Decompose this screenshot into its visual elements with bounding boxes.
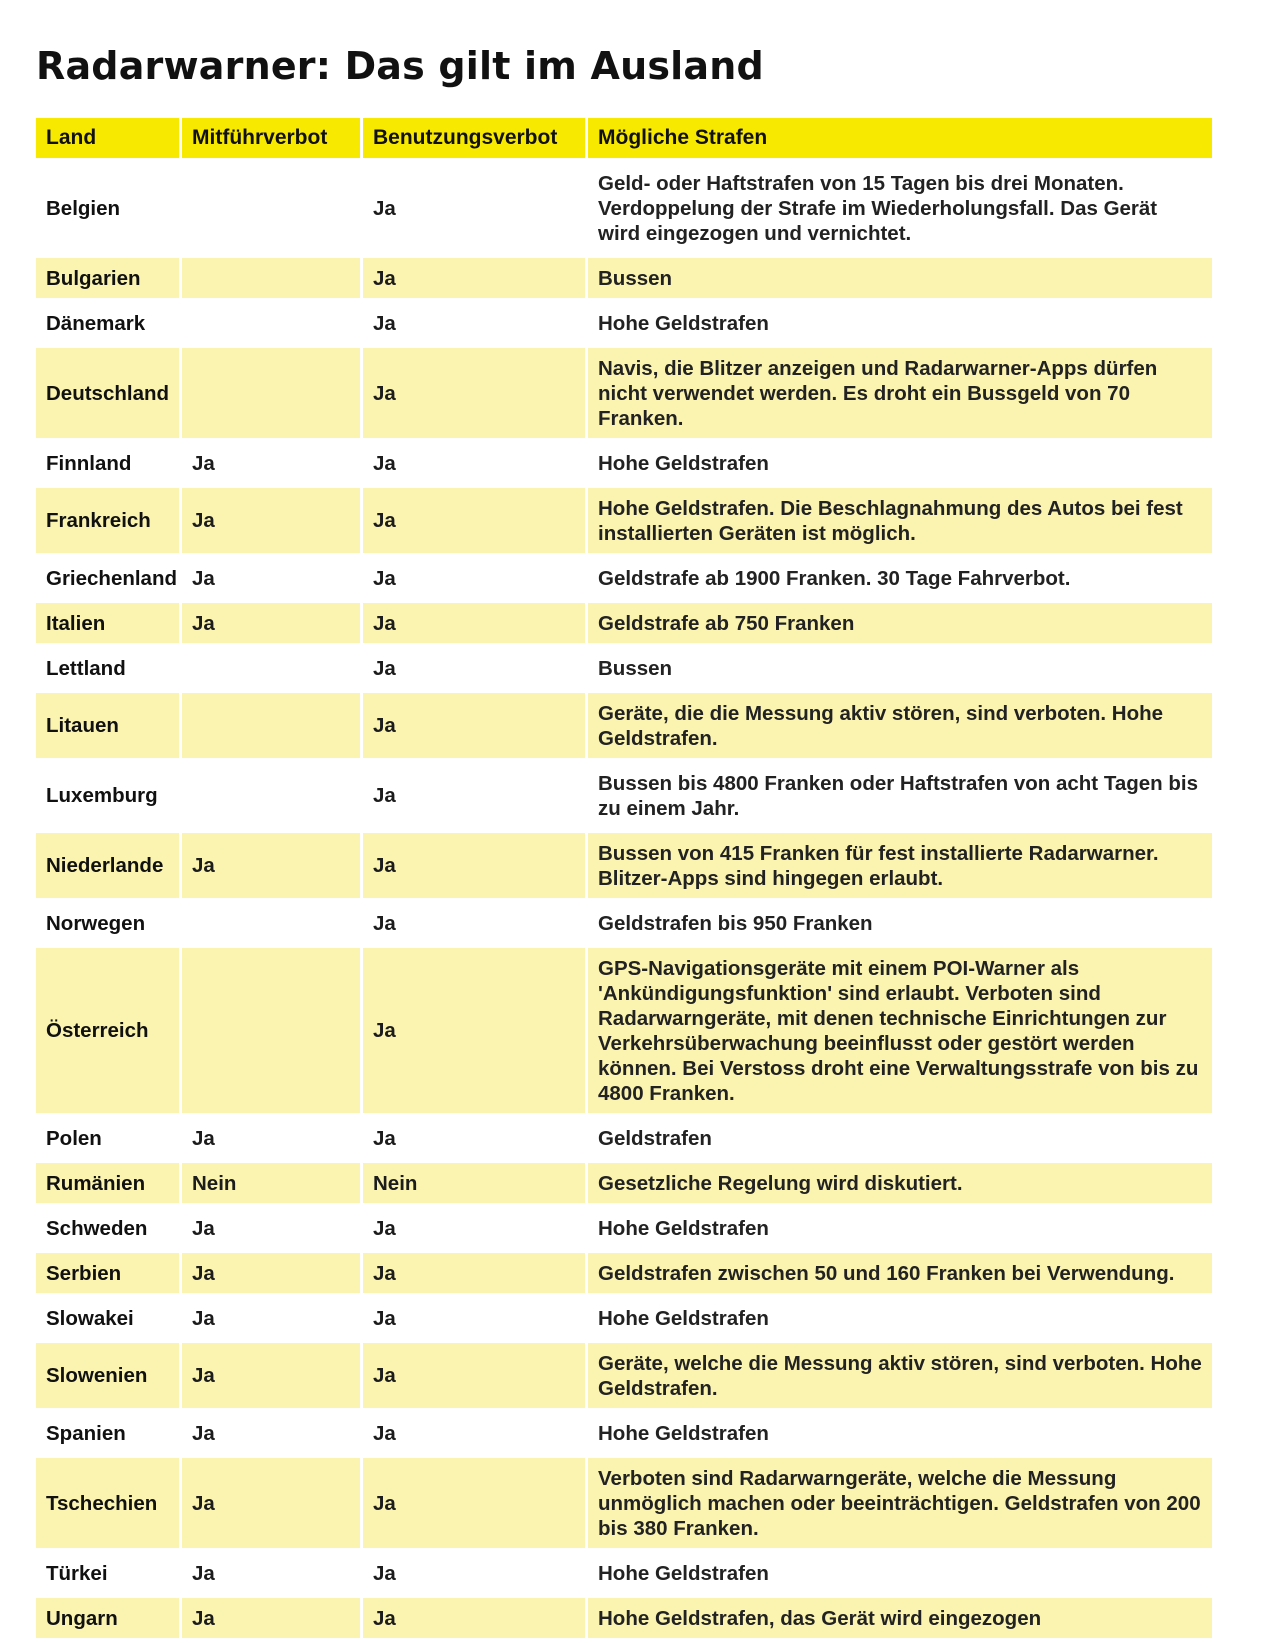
cell-strafen: Geldstrafe ab 750 Franken [588,603,1212,643]
cell-mitfuehrverbot: Ja [182,1253,360,1293]
cell-land: Norwegen [36,903,179,943]
table-row [36,1298,1212,1338]
table-row [36,1118,1212,1158]
column-header-strafen: Mögliche Strafen [588,118,1212,158]
cell-land: Türkei [36,1553,179,1593]
cell-benutzungsverbot: Ja [363,488,585,553]
cell-strafen: Geldstrafen [588,1118,1212,1158]
cell-land: Belgien [36,163,179,253]
column-header-mitfuehrverbot: Mitführverbot [182,118,360,158]
cell-mitfuehrverbot [182,903,360,943]
table-row [36,348,1212,438]
table-row [36,1253,1212,1293]
table-row [36,558,1212,598]
cell-benutzungsverbot: Ja [363,1458,585,1548]
cell-strafen: Geldstrafe ab 1900 Franken. 30 Tage Fahrverbot. [588,558,1212,598]
cell-mitfuehrverbot [182,948,360,1113]
cell-benutzungsverbot: Ja [363,303,585,343]
cell-benutzungsverbot: Ja [363,163,585,253]
cell-benutzungsverbot: Nein [363,1163,585,1203]
cell-land: Deutschland [36,348,179,438]
cell-mitfuehrverbot: Ja [182,558,360,598]
cell-mitfuehrverbot [182,303,360,343]
cell-land: Ungarn [36,1598,179,1638]
table-row [36,1598,1212,1638]
cell-mitfuehrverbot: Ja [182,1343,360,1408]
cell-mitfuehrverbot: Ja [182,1118,360,1158]
cell-land: Finnland [36,443,179,483]
cell-land: Bulgarien [36,258,179,298]
table-row [36,1343,1212,1408]
cell-strafen: Hohe Geldstrafen [588,1208,1212,1248]
cell-strafen: Hohe Geldstrafen, das Gerät wird eingezogen [588,1598,1212,1638]
table-row [36,488,1212,553]
table-row [36,1553,1212,1593]
table-row [36,443,1212,483]
cell-land: Dänemark [36,303,179,343]
cell-land: Slowenien [36,1343,179,1408]
cell-mitfuehrverbot: Ja [182,833,360,898]
table-row [36,303,1212,343]
cell-mitfuehrverbot: Ja [182,1458,360,1548]
cell-mitfuehrverbot: Ja [182,1598,360,1638]
cell-land: Serbien [36,1253,179,1293]
table-row [36,603,1212,643]
table-row [36,1163,1212,1203]
cell-strafen: Verboten sind Radarwarngeräte, welche die Messung unmöglich machen oder beeinträchtigen. Geldstrafen von 200 bis 380 Franken. [588,1458,1212,1548]
cell-benutzungsverbot: Ja [363,1598,585,1638]
cell-land: Griechenland [36,558,179,598]
cell-mitfuehrverbot: Nein [182,1163,360,1203]
cell-benutzungsverbot: Ja [363,833,585,898]
cell-land: Rumänien [36,1163,179,1203]
cell-land: Schweden [36,1208,179,1248]
cell-mitfuehrverbot: Ja [182,488,360,553]
table-row [36,1413,1212,1453]
cell-mitfuehrverbot [182,693,360,758]
table-row [36,693,1212,758]
cell-benutzungsverbot: Ja [363,1253,585,1293]
cell-mitfuehrverbot [182,763,360,828]
cell-land: Lettland [36,648,179,688]
cell-strafen: Hohe Geldstrafen [588,1553,1212,1593]
cell-strafen: Geld- oder Haftstrafen von 15 Tagen bis drei Monaten. Verdoppelung der Strafe im Wiederholungsfall. Das Gerät wird eingezogen und vernichtet. [588,163,1212,253]
cell-strafen: Hohe Geldstrafen [588,303,1212,343]
cell-land: Luxemburg [36,763,179,828]
cell-land: Slowakei [36,1298,179,1338]
cell-land: Polen [36,1118,179,1158]
cell-mitfuehrverbot [182,258,360,298]
cell-strafen: Geldstrafen bis 950 Franken [588,903,1212,943]
cell-strafen: GPS-Navigationsgeräte mit einem POI-Warner als 'Ankündigungsfunktion' sind erlaubt. Verboten sind Radarwarngeräte, mit denen technische Einrichtungen zur Verkehrsüberwachung beeinflusst oder gestört werden können. Bei Verstoss droht eine Verwaltungsstrafe von bis zu 4800 Franken. [588,948,1212,1113]
cell-benutzungsverbot: Ja [363,443,585,483]
cell-benutzungsverbot: Ja [363,603,585,643]
radar-warning-table [33,113,1215,1643]
cell-benutzungsverbot: Ja [363,1118,585,1158]
cell-land: Frankreich [36,488,179,553]
table-row [36,903,1212,943]
cell-mitfuehrverbot [182,648,360,688]
cell-mitfuehrverbot: Ja [182,1413,360,1453]
cell-strafen: Geräte, die die Messung aktiv stören, sind verboten. Hohe Geldstrafen. [588,693,1212,758]
cell-strafen: Bussen [588,258,1212,298]
cell-strafen: Geräte, welche die Messung aktiv stören, sind verboten. Hohe Geldstrafen. [588,1343,1212,1408]
cell-mitfuehrverbot: Ja [182,1208,360,1248]
cell-land: Österreich [36,948,179,1113]
cell-mitfuehrverbot: Ja [182,603,360,643]
cell-benutzungsverbot: Ja [363,903,585,943]
cell-land: Tschechien [36,1458,179,1548]
cell-benutzungsverbot: Ja [363,1553,585,1593]
cell-mitfuehrverbot: Ja [182,1553,360,1593]
cell-benutzungsverbot: Ja [363,648,585,688]
cell-benutzungsverbot: Ja [363,948,585,1113]
column-header-benutzungsverbot: Benutzungsverbot [363,118,585,158]
cell-strafen: Hohe Geldstrafen [588,1413,1212,1453]
table-row [36,258,1212,298]
table-row [36,763,1212,828]
cell-land: Litauen [36,693,179,758]
cell-benutzungsverbot: Ja [363,258,585,298]
cell-mitfuehrverbot [182,163,360,253]
cell-mitfuehrverbot [182,348,360,438]
cell-strafen: Geldstrafen zwischen 50 und 160 Franken bei Verwendung. [588,1253,1212,1293]
table-row [36,948,1212,1113]
cell-strafen: Hohe Geldstrafen [588,443,1212,483]
table-row [36,1458,1212,1548]
cell-benutzungsverbot: Ja [363,1413,585,1453]
cell-land: Italien [36,603,179,643]
cell-strafen: Navis, die Blitzer anzeigen und Radarwarner-Apps dürfen nicht verwendet werden. Es droht ein Bussgeld von 70 Franken. [588,348,1212,438]
cell-strafen: Hohe Geldstrafen. Die Beschlagnahmung des Autos bei fest installierten Geräten ist möglich. [588,488,1212,553]
cell-strafen: Bussen bis 4800 Franken oder Haftstrafen von acht Tagen bis zu einem Jahr. [588,763,1212,828]
table-row [36,1208,1212,1248]
cell-strafen: Bussen [588,648,1212,688]
column-header-land: Land [36,118,179,158]
table-row [36,833,1212,898]
cell-strafen: Gesetzliche Regelung wird diskutiert. [588,1163,1212,1203]
cell-benutzungsverbot: Ja [363,763,585,828]
table-body [36,163,1212,1638]
cell-strafen: Hohe Geldstrafen [588,1298,1212,1338]
page-title: Radarwarner: Das gilt im Ausland [36,44,764,88]
cell-benutzungsverbot: Ja [363,693,585,758]
cell-land: Niederlande [36,833,179,898]
cell-benutzungsverbot: Ja [363,1298,585,1338]
cell-benutzungsverbot: Ja [363,1343,585,1408]
table-row [36,163,1212,253]
cell-benutzungsverbot: Ja [363,558,585,598]
table-row [36,648,1212,688]
cell-land: Spanien [36,1413,179,1453]
cell-benutzungsverbot: Ja [363,348,585,438]
cell-strafen: Bussen von 415 Franken für fest installierte Radarwarner. Blitzer-Apps sind hingegen erlaubt. [588,833,1212,898]
table-header-row [36,118,1212,158]
cell-mitfuehrverbot: Ja [182,443,360,483]
cell-mitfuehrverbot: Ja [182,1298,360,1338]
cell-benutzungsverbot: Ja [363,1208,585,1248]
